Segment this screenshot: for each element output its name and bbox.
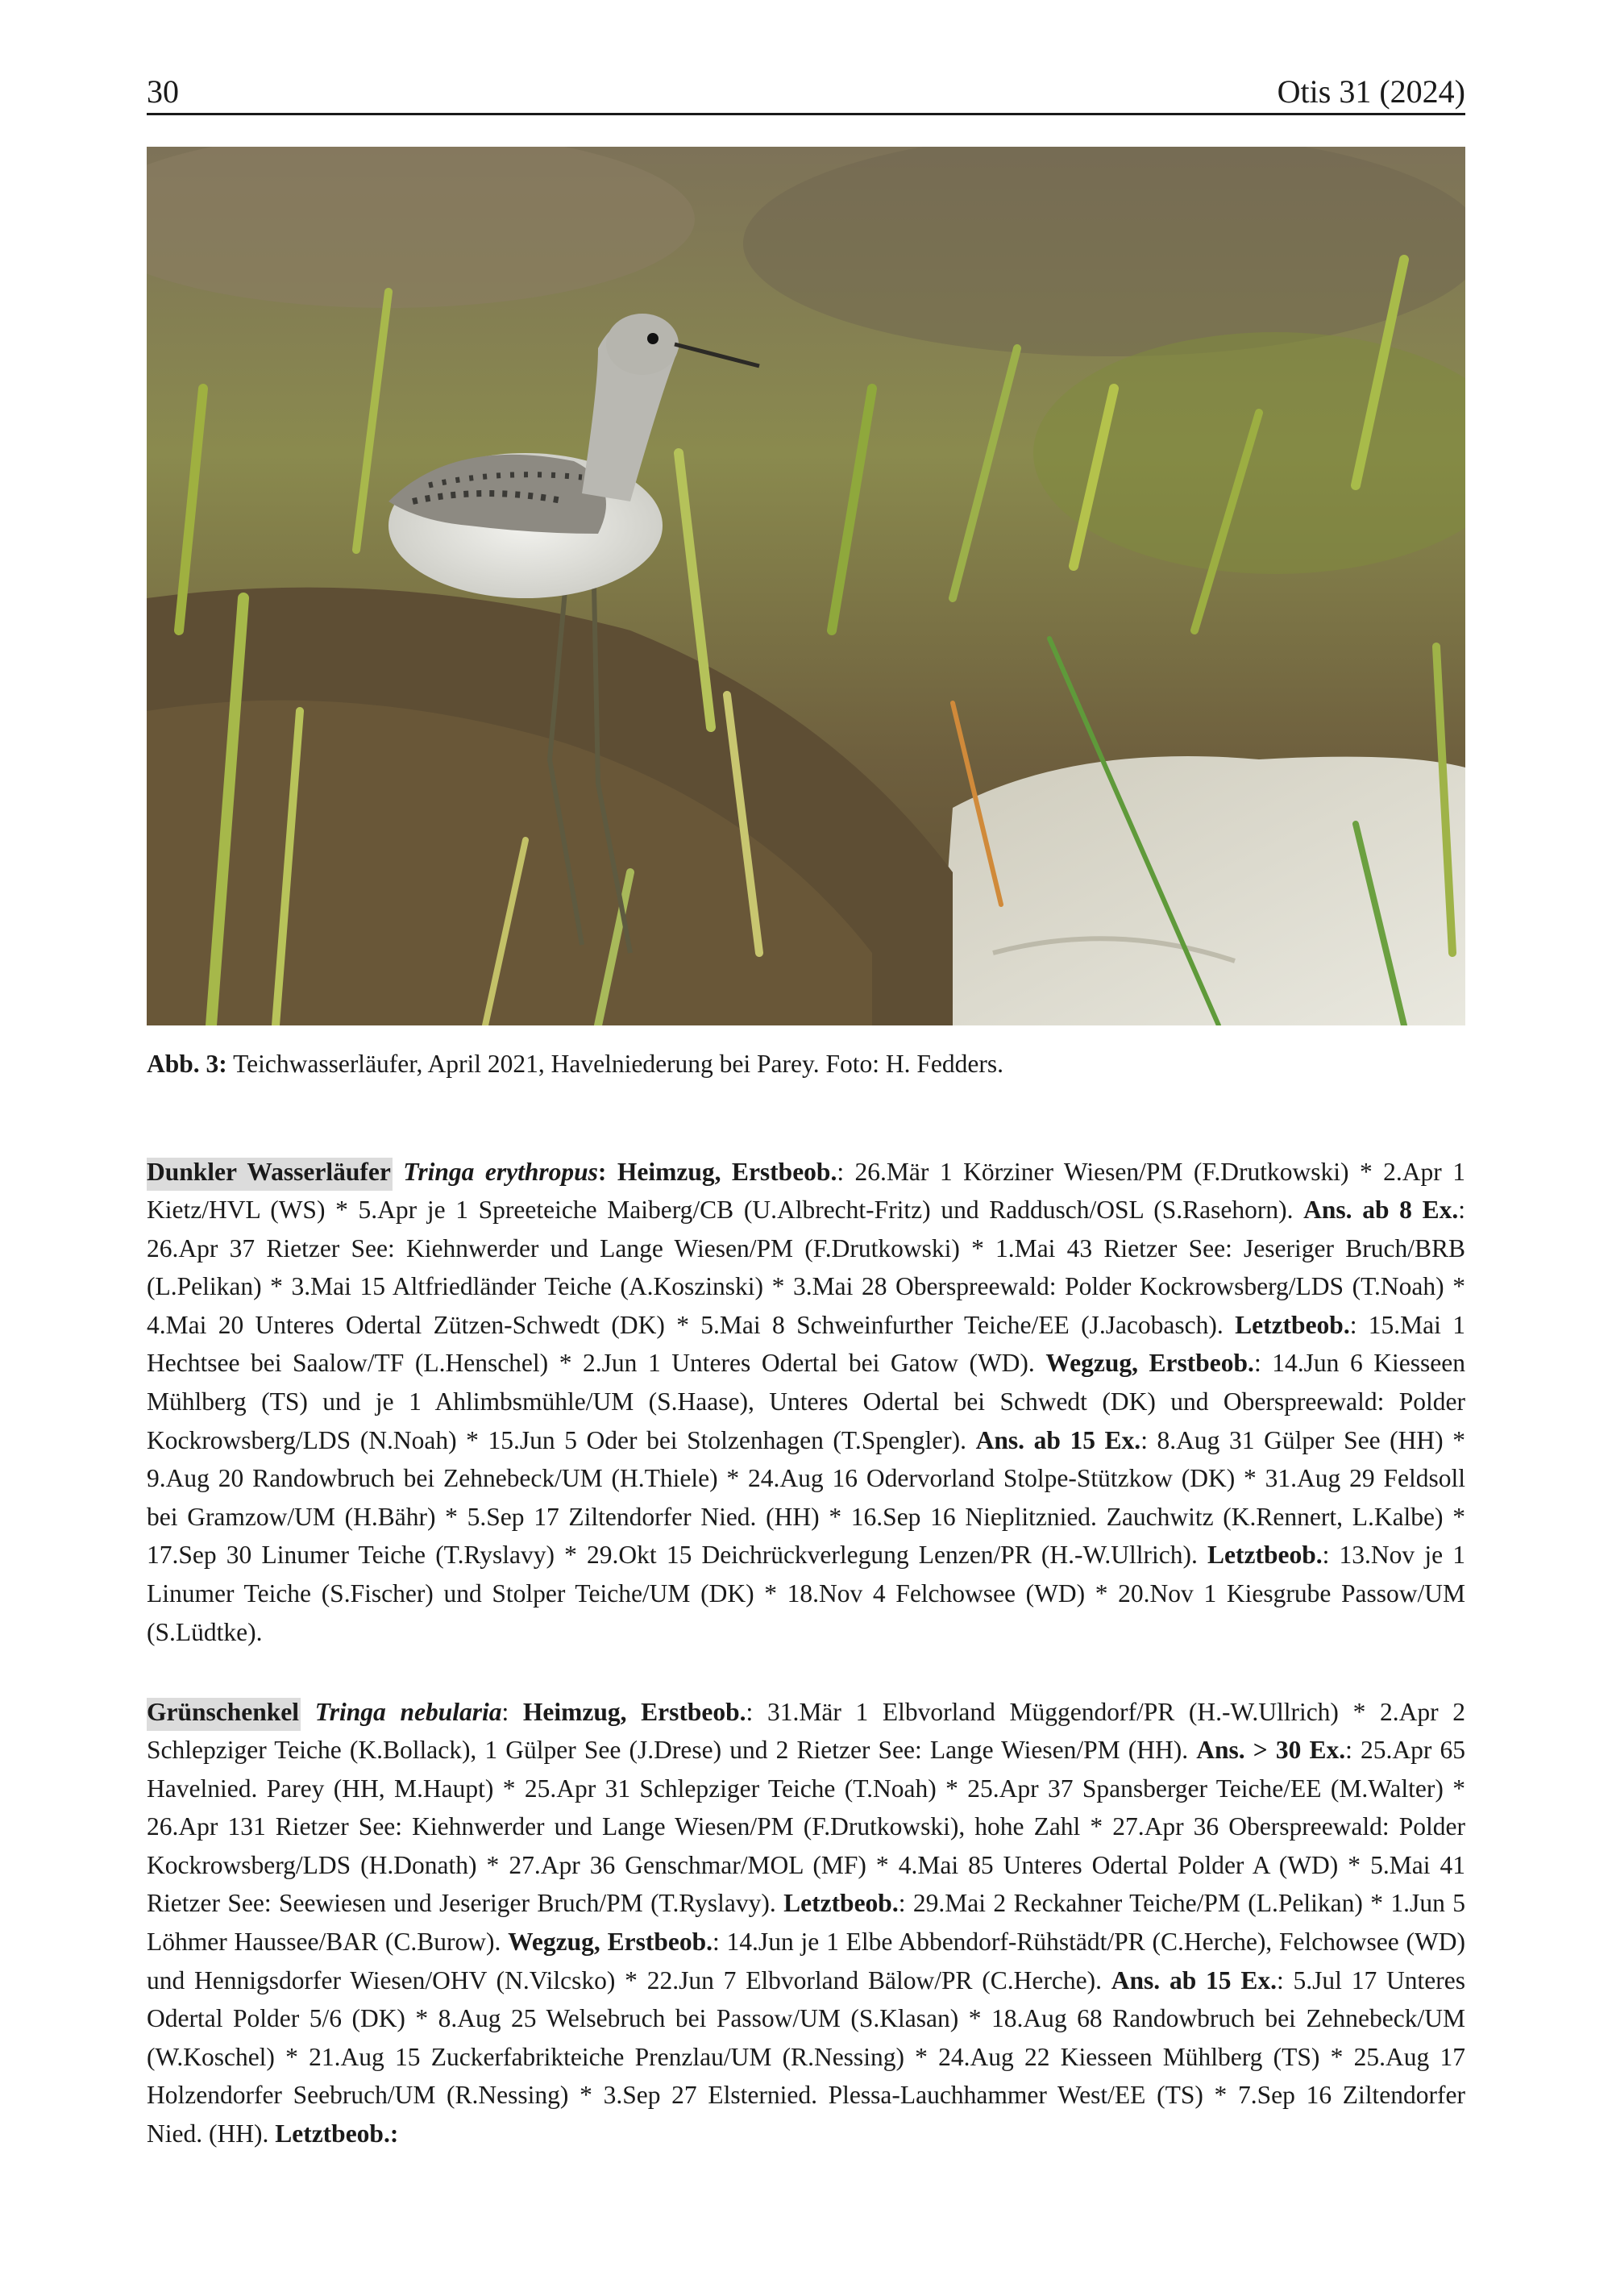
section-label: Ans. ab 15 Ex. — [1111, 1965, 1277, 1994]
observation-text: : 14.Jun je 1 Elbe Abbendorf-Rühstädt/PR (C.Herche), Felchowsee (WD) und Hennigsdorfer Wiesen/OHV (N.Vilcsko) * 22.Jun 7 Elbvorland Bälow/PR (C.Herche). — [147, 1928, 1465, 1994]
observation-text: : 31.Mär 1 Elbvorland Müggendorf/PR (H.-W.Ullrich) * 2.Apr 2 Schlepziger Teiche (K.Bollack), 1 Gülper See (J.Drese) und 2 Rietzer See: Lange Wiesen/PM (HH). — [147, 1697, 1466, 1765]
running-header — [147, 63, 1465, 115]
species-name-highlight: Grünschenkel — [147, 1698, 301, 1731]
caption-label: Abb. 3: — [147, 1050, 227, 1078]
section-label: Ans. ab 15 Ex. — [975, 1425, 1141, 1454]
observation-text: : 26.Mär 1 Körziner Wiesen/PM (F.Drutkowski) * 2.Apr 1 Kietz/HVL (WS) * 5.Apr je 1 Spreeteiche Maiberg/CB (U.Albrecht-Fritz) und Raddusch/OSL (S.Rasehorn). — [147, 1157, 1465, 1225]
section-label: Letztbeob. — [1207, 1541, 1323, 1570]
species-entry-gruenschenkel — [147, 1693, 1465, 2153]
observation-text: : 14.Jun 6 Kiesseen Mühlberg (TS) und je 1 Ahlimbsmühle/UM (S.Haase), Unteres Odertal bei Schwedt (DK) und Oberspreewald: Polder Kockrowsberg/LDS (N.Noah) * 15.Jun 5 Oder bei Stolzenhagen (T.Spengler). — [147, 1349, 1465, 1454]
entry-body — [147, 1158, 1465, 1646]
observation-text: : 29.Mai 2 Reckahner Teiche/PM (L.Pelikan) * 1.Jun 5 Löhmer Haussee/BAR (C.Burow). — [147, 1889, 1465, 1957]
page-number: 30 — [147, 73, 179, 110]
species-entry-dunkler-wasserlaeufer — [147, 1153, 1465, 1652]
observation-text: : 26.Apr 37 Rietzer See: Kiehnwerder und Lange Wiesen/PM (F.Drutkowski) * 1.Mai 43 Rietzer See: Jeseriger Bruch/BRB (L.Pelikan) * 3.Mai 15 Altfriedländer Teiche (A.Koszinski) * 3.Mai 28 Oberspreewald: Polder Kockrowsberg/LDS (T.Noah) * 4.Mai 20 Unteres Odertal Zützen-Schwedt (DK) * 5.Mai 8 Schweinfurther Teiche/EE (J.Jacobasch). — [147, 1196, 1465, 1339]
section-label: Heimzug, Erstbeob. — [522, 1697, 746, 1726]
section-label: Letztbeob. — [1235, 1310, 1350, 1339]
scientific-name: Tringa erythropus — [403, 1157, 598, 1186]
section-label: Letztbeob.: — [275, 2119, 399, 2148]
observation-text: : 8.Aug 31 Gülper See (HH) * 9.Aug 20 Randowbruch bei Zehnebeck/UM (H.Thiele) * 24.Aug 16 Odervorland Stolpe-Stützkow (DK) * 31.Aug 29 Feldsoll bei Gramzow/UM (H.Bähr) * 5.Sep 17 Ziltendorfer Nied. (HH) * 16.Sep 16 Nieplitznied. Zauchwitz (K.Rennert, L.Kalbe) * 17.Sep 30 Linumer Teiche (T.Ryslavy) * 29.Okt 15 Deichrückverlegung Lenzen/PR (H.-W.Ullrich). — [147, 1425, 1465, 1570]
section-label: Wegzug, Erstbeob. — [1045, 1349, 1254, 1378]
observation-text: : 5.Jul 17 Unteres Odertal Polder 5/6 (DK) * 8.Aug 25 Welsebruch bei Passow/UM (S.Klasan) * 18.Aug 68 Randowbruch bei Zehnebeck/UM (W.Koschel) * 21.Aug 15 Zuckerfabrikteiche Prenzlau/UM (R.Nessing) * 24.Aug 22 Kiesseen Mühlberg (TS) * 25.Aug 17 Holzendorfer Seebruch/UM (R.Nessing) * 3.Sep 27 Elsternied. Plessa-Lauchhammer West/EE (TS) * 7.Sep 16 Ziltendorfer Nied. (HH). — [147, 1965, 1465, 2148]
section-label: Ans. ab 8 Ex. — [1303, 1196, 1459, 1225]
observation-text: : 13.Nov je 1 Linumer Teiche (S.Fischer) und Stolper Teiche/UM (DK) * 18.Nov 4 Felchowsee (WD) * 20.Nov 1 Kiesgrube Passow/UM (S.Lüdtke). — [147, 1541, 1465, 1646]
figure-caption — [147, 1045, 1465, 1083]
figure-photo — [147, 147, 1465, 1025]
observation-text: : 15.Mai 1 Hechtsee bei Saalow/TF (L.Henschel) * 2.Jun 1 Unteres Odertal bei Gatow (WD). — [147, 1310, 1465, 1378]
observation-text: : 25.Apr 65 Havelnied. Parey (HH, M.Haupt) * 25.Apr 31 Schlepziger Teiche (T.Noah) * 25.Apr 37 Spansberger Teiche/EE (M.Walter) * 26.Apr 131 Rietzer See: Kiehnwerder und Lange Wiesen/PM (F.Drutkowski), hohe Zahl * 27.Apr 36 Oberspreewald: Polder Kockrowsberg/LDS (H.Donath) * 27.Apr 36 Genschmar/MOL (MF) * 4.Mai 85 Unteres Odertal Polder A (WD) * 5.Mai 41 Rietzer See: Seewiesen und Jeseriger Bruch/PM (T.Ryslavy). — [147, 1736, 1465, 1918]
journal-title: Otis 31 (2024) — [1277, 73, 1465, 110]
bird-photo-illustration — [147, 147, 1465, 1025]
species-name-highlight: Dunkler Wasserläufer — [147, 1158, 393, 1191]
entry-body — [147, 1698, 1465, 2148]
section-label: Letztbeob. — [783, 1889, 899, 1918]
scientific-name: Tringa nebularia — [314, 1697, 502, 1726]
section-label: Wegzug, Erstbeob. — [508, 1928, 713, 1957]
section-label: Ans. > 30 Ex. — [1196, 1736, 1346, 1765]
section-label: : Heimzug, Erstbeob. — [597, 1157, 837, 1186]
observation-text: : — [501, 1697, 523, 1726]
caption-text: Teichwasserläufer, April 2021, Havelniederung bei Parey. Foto: H. Fedders. — [226, 1050, 1003, 1078]
